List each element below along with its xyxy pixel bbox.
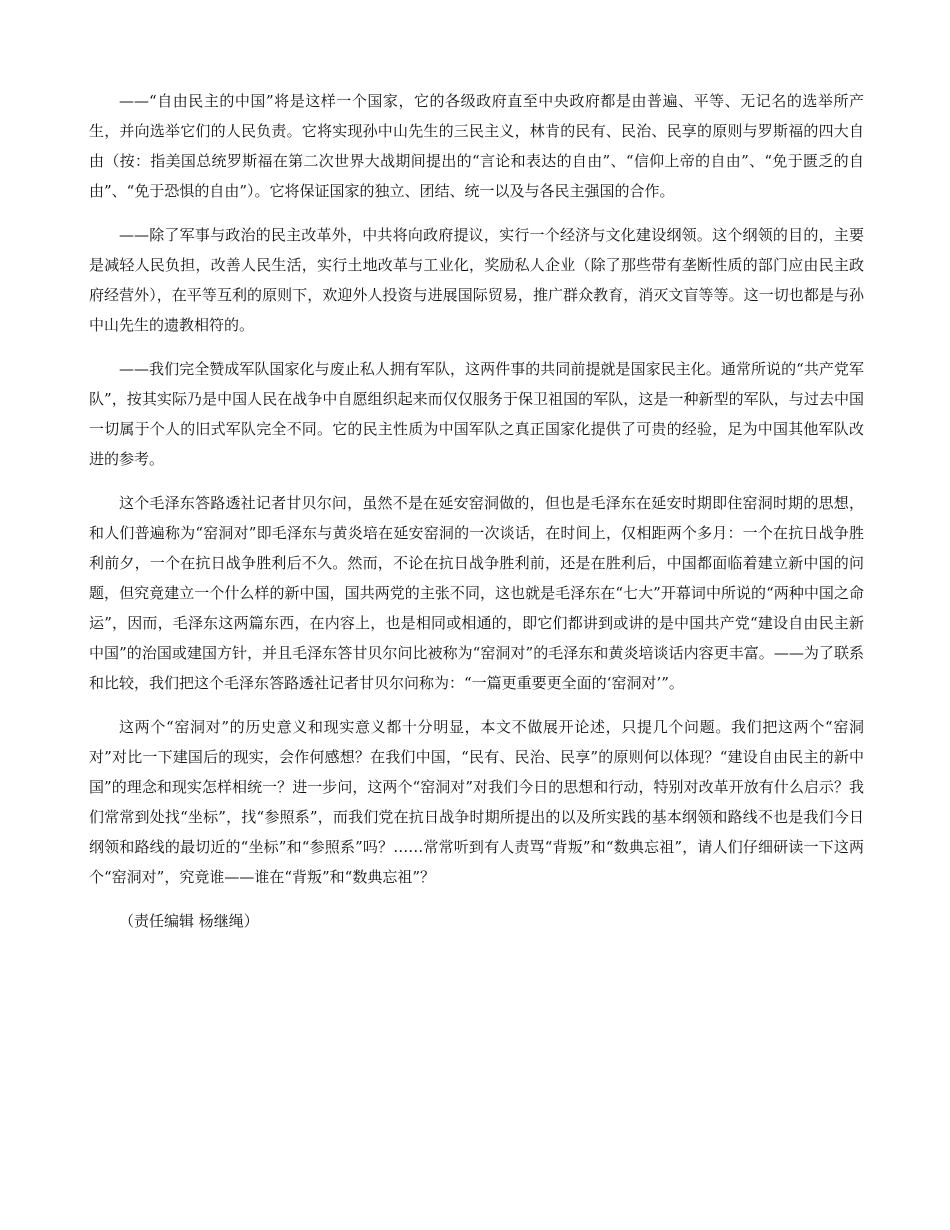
paragraph-army-nationalization: ——我们完全赞成军队国家化与废止私人拥有军队，这两件事的共同前提就是国家民主化。通常所说的“共产党军队”，按其实际乃是中国人民在战争中自愿组织起来而仅仅服务于保卫祖国的军队，这是一种新型的军队，与过去中国一切属于个人的旧式军队完全不同。它的民主性质为中国军队之真正国家化提供了可贵的经验，足为中国其他军队改进的参考。 [89, 360, 864, 468]
paragraph-cave-dialogue-comparison: 这个毛泽东答路透社记者甘贝尔问，虽然不是在延安窑洞做的，但也是毛泽东在延安时期即住窑洞时期的思想，和人们普遍称为“窑洞对”即毛泽东与黄炎培在延安窑洞的一次谈话，在时间上，仅相距两个多月：一个在抗日战争胜利前夕，一个在抗日战争胜利后不久。然而，不论在抗日战争胜利前，还是在胜利后，中国都面临着建立新中国的问题，但究竟建立一个什么样的新中国，国共两党的主张不同，这也就是毛泽东在“七大”开幕词中所说的“两种中国之命运”，因而，毛泽东这两篇东西，在内容上，也是相同或相通的，即它们都讲到或讲的是中国共产党“建设自由民主新中国”的治国或建国方针，并且毛泽东答甘贝尔问比被称为“窑洞对”的毛泽东和黄炎培谈话内容更丰富。——为了联系和比较，我们把这个毛泽东答路透社记者甘贝尔问称为：“一篇更重要更全面的‘窑洞对’”。 [89, 494, 864, 692]
editor-note: （责任编辑 杨继绳） [119, 912, 259, 930]
paragraph-economic-cultural-program: ——除了军事与政治的民主改革外，中共将向政府提议，实行一个经济与文化建设纲领。这个纲领的目的，主要是减轻人民负担，改善人民生活，实行土地改革与工业化，奖励私人企业（除了那些带有垄断性质的部门应由民主政府经营外），在平等互利的原则下，欢迎外人投资与进展国际贸易，推广群众教育，消灭文盲等等。这一切也都是与孙中山先生的遗教相符的。 [89, 226, 864, 334]
document-body [89, 86, 864, 950]
paragraph-questions: 这两个“窑洞对”的历史意义和现实意义都十分明显，本文不做展开论述，只提几个问题。我们把这两个“窑洞对”对比一下建国后的现实，会作何感想？在我们中国，“民有、民治、民享”的原则何以体现？“建设自由民主的新中国”的理念和现实怎样相统一？进一步问，这两个“窑洞对”对我们今日的思想和行动，特别对改革开放有什么启示？我们常常到处找“坐标”，找“参照系”，而我们党在抗日战争时期所提出的以及所实践的基本纲领和路线不也是我们今日纲领和路线的最切近的“坐标”和“参照系”吗？……常常听到有人责骂“背叛”和“数典忘祖”，请人们仔细研读一下这两个“窑洞对”，究竟谁——谁在“背叛”和“数典忘祖”？ [89, 718, 864, 886]
paragraph-free-democratic-china: ——“自由民主的中国”将是这样一个国家，它的各级政府直至中央政府都是由普遍、平等、无记名的选举所产生，并向选举它们的人民负责。它将实现孙中山先生的三民主义，林肯的民有、民治、民享的原则与罗斯福的四大自由（按：指美国总统罗斯福在第二次世界大战期间提出的“言论和表达的自由”、“信仰上帝的自由”、“免于匮乏的自由”、“免于恐惧的自由”）。它将保证国家的独立、团结、统一以及与各民主强国的合作。 [89, 92, 864, 200]
